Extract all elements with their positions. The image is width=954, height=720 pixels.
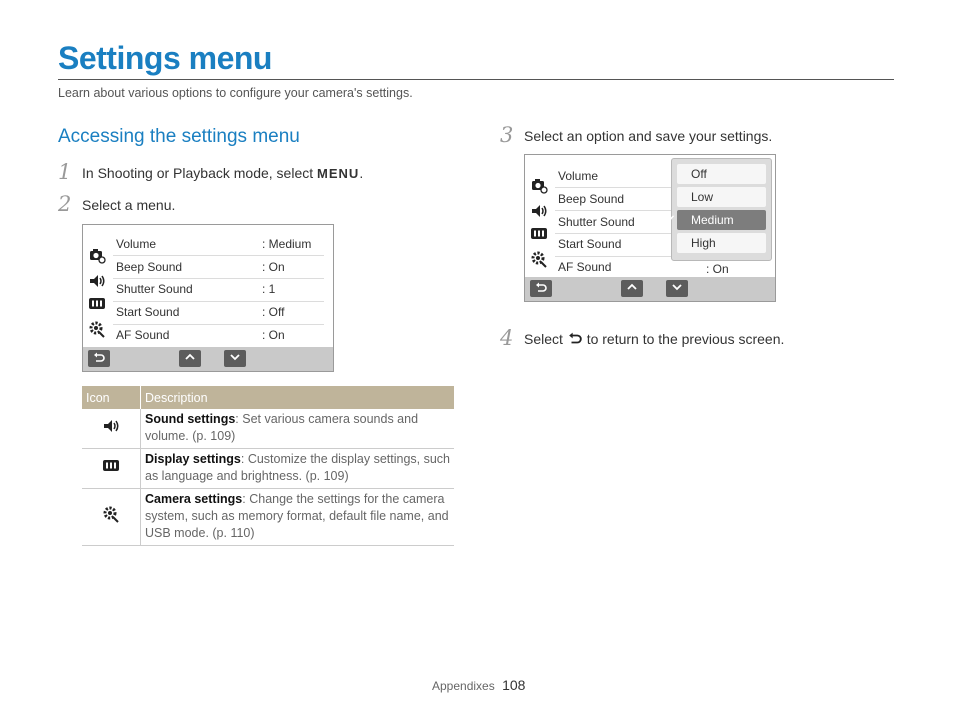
menu-icon: MENU bbox=[317, 166, 360, 181]
row-label-shutter-sound[interactable]: Shutter Sound bbox=[116, 282, 193, 296]
step-text-1 bbox=[82, 165, 363, 181]
icon-cell bbox=[82, 409, 141, 449]
row-label-volume[interactable]: Volume bbox=[116, 237, 157, 251]
back-icon bbox=[93, 352, 105, 364]
settings-screen-1 bbox=[82, 224, 334, 372]
down-button[interactable] bbox=[666, 280, 688, 297]
row-label-start-sound[interactable]: Start Sound bbox=[116, 305, 180, 319]
step-number-3: 3 bbox=[500, 123, 514, 147]
description-cell bbox=[141, 489, 455, 546]
check-icon: ✔ bbox=[667, 214, 676, 225]
row-value-af-sound: : On bbox=[262, 328, 285, 342]
chevron-down-icon bbox=[672, 283, 682, 291]
table-header-row bbox=[82, 386, 454, 409]
display-icon[interactable] bbox=[530, 225, 548, 243]
display-icon[interactable] bbox=[88, 295, 106, 313]
step-4-text-before: Select bbox=[524, 331, 563, 347]
setting-name: Display settings bbox=[145, 452, 241, 466]
row-label-volume[interactable]: Volume bbox=[558, 169, 599, 183]
section-heading: Accessing the settings menu bbox=[58, 126, 300, 147]
down-button[interactable] bbox=[224, 350, 246, 367]
step-number-2: 2 bbox=[58, 192, 72, 216]
row-divider bbox=[113, 324, 324, 325]
setting-name: Camera settings bbox=[145, 492, 243, 506]
screen-button-bar bbox=[525, 277, 775, 301]
camera-gear-icon bbox=[101, 505, 121, 523]
step-4-text-after: to return to the previous screen. bbox=[586, 331, 785, 347]
chevron-down-icon bbox=[230, 353, 240, 361]
header-icon: Icon bbox=[82, 386, 141, 409]
row-value-volume: : Medium bbox=[262, 237, 312, 251]
page-number: 108 bbox=[502, 677, 526, 693]
setting-desc: : Set various camera sounds and volume. (p. 109) bbox=[145, 412, 419, 443]
row-label-beep-sound[interactable]: Beep Sound bbox=[558, 192, 625, 206]
option-high[interactable]: High bbox=[677, 233, 766, 253]
back-button[interactable] bbox=[530, 280, 552, 297]
step-1-text: In Shooting or Playback mode, select bbox=[82, 165, 314, 181]
icon-cell bbox=[82, 489, 141, 546]
speaker-icon[interactable] bbox=[530, 202, 548, 220]
camera-gear-icon[interactable] bbox=[530, 176, 548, 194]
back-icon bbox=[535, 282, 547, 294]
title-divider bbox=[58, 79, 894, 80]
table-row bbox=[82, 409, 454, 449]
setting-name: Sound settings bbox=[145, 412, 236, 426]
table-row bbox=[82, 489, 454, 546]
setting-desc: : Customize the display settings, such as language and brightness. (p. 109) bbox=[145, 452, 450, 483]
row-label-af-sound[interactable]: AF Sound bbox=[558, 260, 612, 274]
display-icon bbox=[101, 457, 121, 475]
gear-icon[interactable] bbox=[88, 320, 106, 338]
row-divider bbox=[113, 255, 324, 256]
page-subtitle: Learn about various options to configure your camera's settings. bbox=[58, 86, 413, 100]
description-cell bbox=[141, 449, 455, 489]
icon-cell bbox=[82, 449, 141, 489]
step-text-4 bbox=[524, 331, 784, 347]
description-cell bbox=[141, 409, 455, 449]
step-number-4: 4 bbox=[500, 326, 514, 350]
settings-screen-2 bbox=[524, 154, 776, 302]
step-number-1: 1 bbox=[58, 160, 72, 184]
camera-gear-icon[interactable] bbox=[88, 246, 106, 264]
option-off[interactable]: Off bbox=[677, 164, 766, 184]
option-popup bbox=[667, 158, 772, 261]
setting-desc: : Change the settings for the camera system, such as memory format, default file name, and USB mode. (p. 110) bbox=[145, 492, 449, 540]
table-row bbox=[82, 449, 454, 489]
speaker-icon bbox=[101, 417, 121, 435]
row-label-af-sound[interactable]: AF Sound bbox=[116, 328, 170, 342]
footer-section: Appendixes bbox=[432, 679, 495, 693]
settings-description-table bbox=[82, 386, 454, 546]
up-button[interactable] bbox=[179, 350, 201, 367]
gear-icon[interactable] bbox=[530, 250, 548, 268]
option-medium[interactable] bbox=[667, 210, 766, 230]
step-text-3: Select an option and save your settings. bbox=[524, 128, 773, 144]
option-low[interactable]: Low bbox=[677, 187, 766, 207]
option-medium-label: Medium bbox=[691, 213, 734, 227]
row-value-shutter-sound: : 1 bbox=[262, 282, 276, 296]
row-label-shutter-sound[interactable]: Shutter Sound bbox=[558, 215, 635, 229]
step-text-2: Select a menu. bbox=[82, 197, 176, 213]
page-footer bbox=[432, 677, 525, 693]
row-divider bbox=[113, 301, 324, 302]
chevron-up-icon bbox=[185, 353, 195, 361]
back-icon bbox=[567, 332, 583, 346]
step-1-suffix: . bbox=[359, 165, 364, 181]
row-value-af-sound: : On bbox=[706, 262, 729, 276]
screen-button-bar bbox=[83, 347, 333, 371]
chevron-up-icon bbox=[627, 283, 637, 291]
back-button[interactable] bbox=[88, 350, 110, 367]
row-value-start-sound: : Off bbox=[262, 305, 285, 319]
up-button[interactable] bbox=[621, 280, 643, 297]
row-value-beep-sound: : On bbox=[262, 260, 285, 274]
header-description: Description bbox=[141, 386, 455, 409]
speaker-icon[interactable] bbox=[88, 272, 106, 290]
page-title: Settings menu bbox=[58, 40, 272, 76]
row-label-beep-sound[interactable]: Beep Sound bbox=[116, 260, 183, 274]
row-divider bbox=[113, 278, 324, 279]
row-label-start-sound[interactable]: Start Sound bbox=[558, 237, 622, 251]
